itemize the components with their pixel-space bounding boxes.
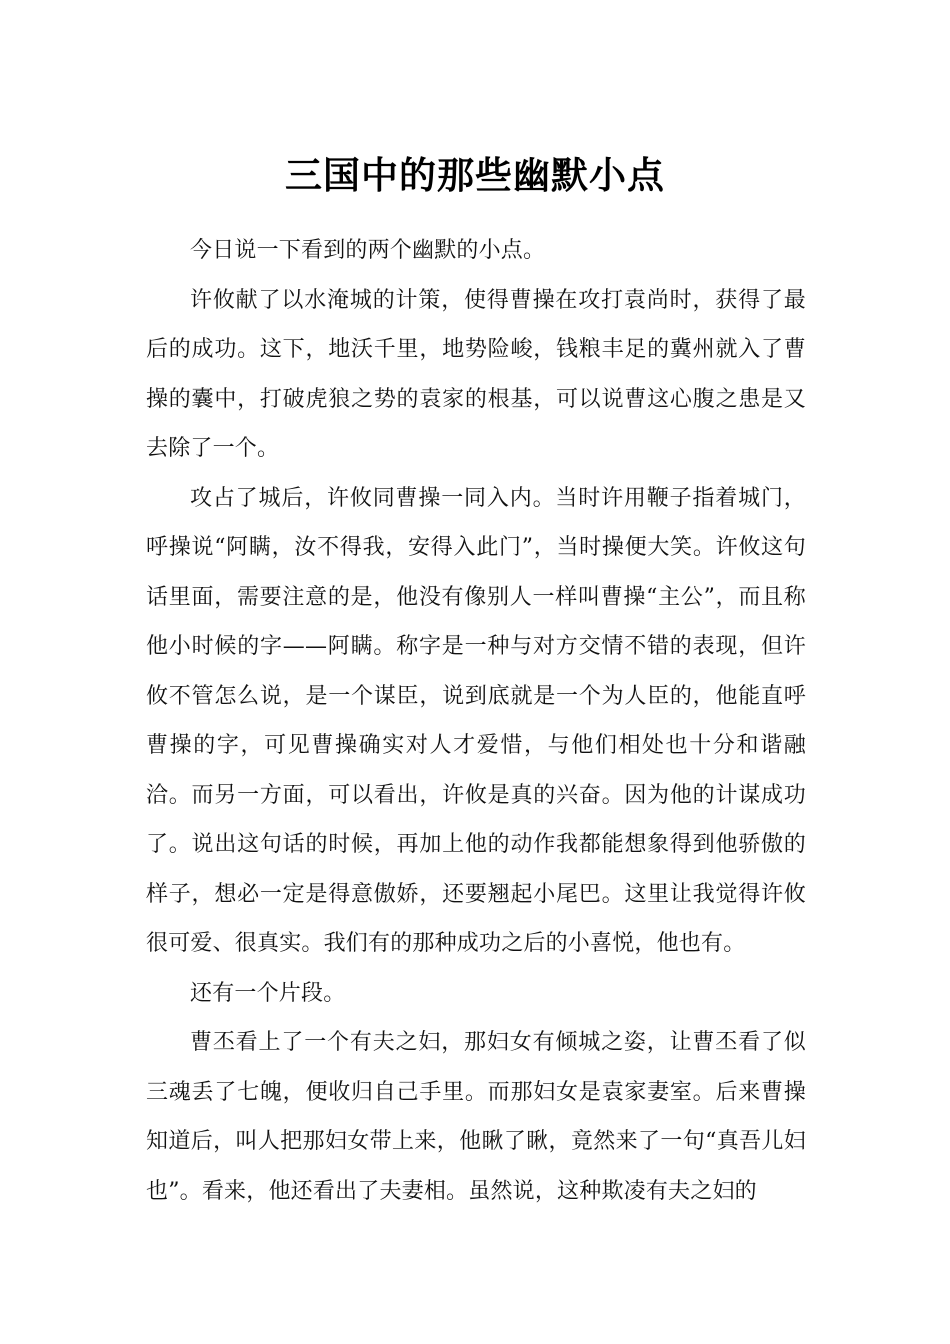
paragraph-xuyou-amanor: 攻占了城后，许攸同曹操一同入内。当时许用鞭子指着城门，呼操说“阿瞒，汝不得我，安得入此门”，当时操便大笑。许攸这句话里面，需要注意的是，他没有像别人一样叫曹操“主公”，而且称他小时候的字——阿瞒。称字是一种与对方交情不错的表现，但许攸不管怎么说，是一个谋臣，说到底就是一个为人臣的，他能直呼曹操的字，可见曹操确实对人才爱惜，与他们相处也十分和谐融洽。而另一方面，可以看出，许攸是真的兴奋。因为他的计谋成功了。说出这句话的时候，再加上他的动作我都能想象得到他骄傲的样子，想必一定是得意傲娇，还要翘起小尾巴。这里让我觉得许攸很可爱、很真实。我们有的那种成功之后的小喜悦，他也有。 xyxy=(146,485,806,956)
paragraph-another-episode: 还有一个片段。 xyxy=(190,980,346,1006)
paragraph-caopi: 曹丕看上了一个有夫之妇，那妇女有倾城之姿，让曹丕看了似三魂丢了七魄，便收归自己手里。而那妇女是袁家妻室。后来曹操知道后，叫人把那妇女带上来，他瞅了瞅，竟然来了一句“真吾儿妇也”。看来，他还看出了夫妻相。虽然说，这种欺凌有夫之妇的 xyxy=(146,1030,806,1204)
paragraph-intro: 今日说一下看到的两个幽默的小点。 xyxy=(190,238,546,263)
document-body xyxy=(146,226,806,1216)
document-title: 三国中的那些幽默小点 xyxy=(285,153,665,197)
paragraph-xuyou-plan: 许攸献了以水淹城的计策，使得曹操在攻打袁尚时，获得了最后的成功。这下，地沃千里，地势险峻，钱粮丰足的冀州就入了曹操的囊中，打破虎狼之势的袁家的根基，可以说曹这心腹之患是又去除了一个。 xyxy=(146,287,806,461)
